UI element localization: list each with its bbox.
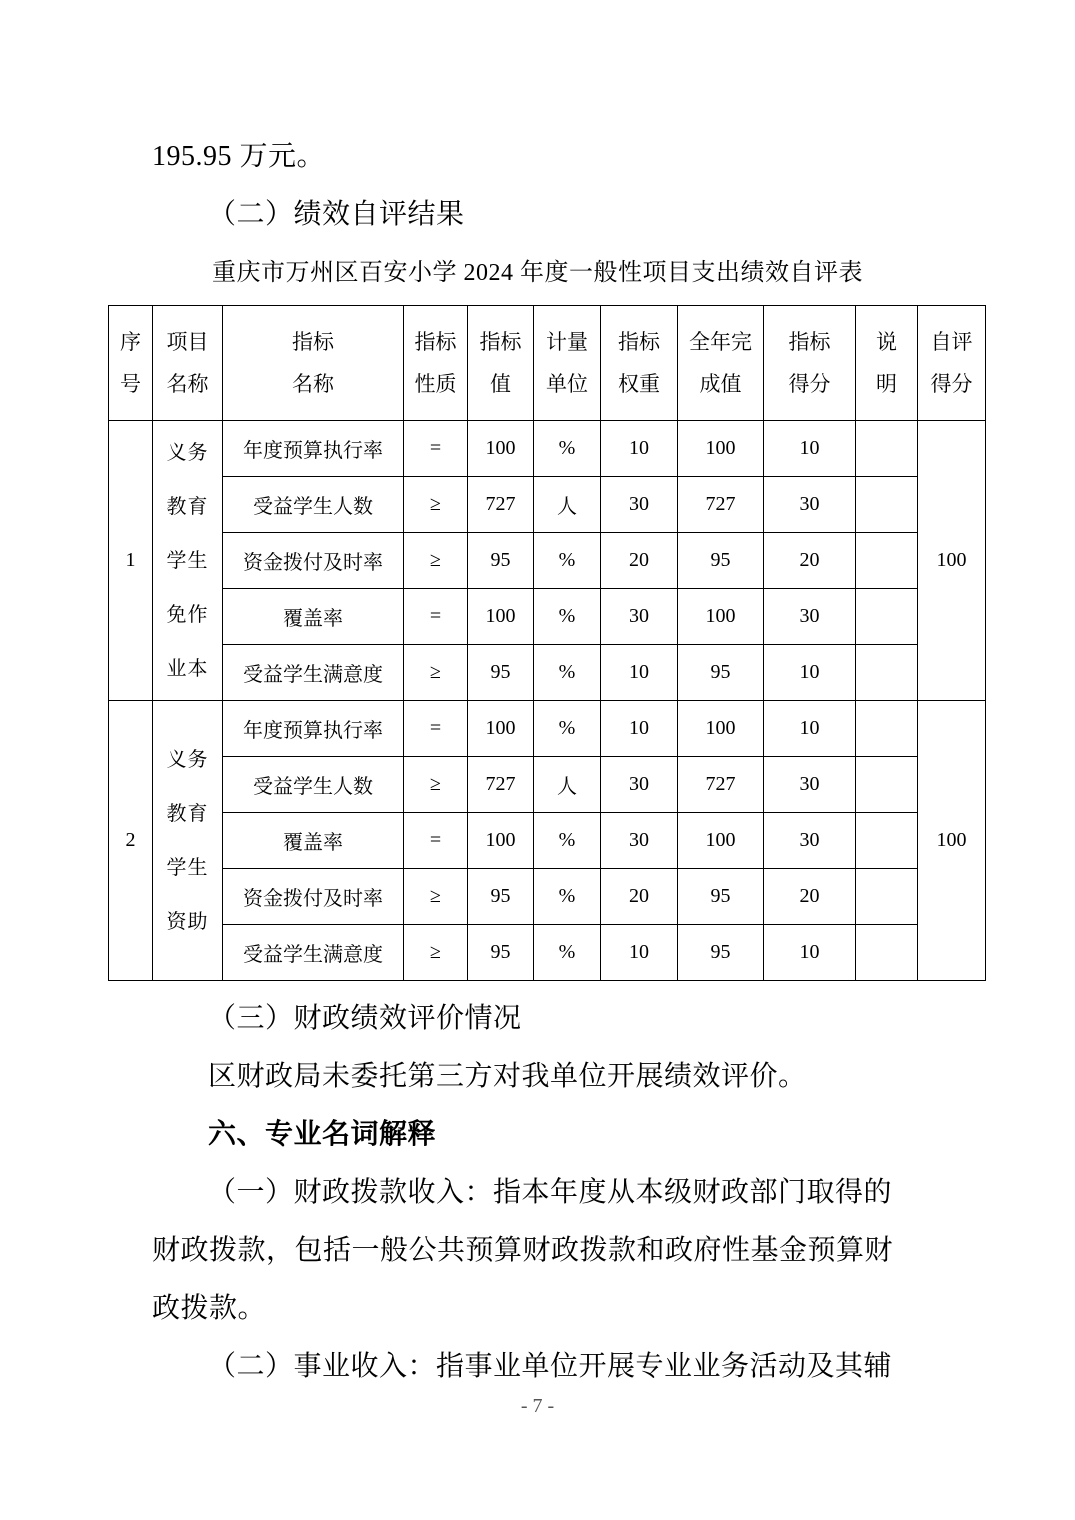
column-header-3 [404, 306, 468, 421]
column-header-2 [223, 306, 404, 421]
note-cell [856, 925, 918, 981]
indicator-score-cell: 20 [764, 869, 856, 925]
measurement-unit-cell: % [534, 421, 601, 477]
performance-self-evaluation-table [108, 305, 986, 981]
term-one-line1: （一）财政拨款收入：指本年度从本级财政部门取得的 [208, 1177, 893, 1208]
column-header-line1: 指标 [292, 330, 334, 354]
annual-completed-value-cell: 727 [678, 757, 764, 813]
indicator-name-cell: 覆盖率 [223, 813, 404, 869]
column-header-line1: 指标 [618, 330, 660, 354]
indicator-score-cell: 10 [764, 645, 856, 701]
table-row [109, 813, 986, 869]
indicator-nature-cell: = [404, 589, 468, 645]
column-header-line2: 明 [876, 372, 897, 396]
column-header-line1: 项目 [166, 330, 209, 354]
annual-completed-value-cell: 727 [678, 477, 764, 533]
section-b-heading: （二）绩效自评结果 [208, 199, 465, 230]
note-cell [856, 813, 918, 869]
indicator-score-cell: 10 [764, 701, 856, 757]
annual-completed-value-cell: 95 [678, 925, 764, 981]
table-row [109, 869, 986, 925]
indicator-nature-cell: = [404, 701, 468, 757]
table-row [109, 701, 986, 757]
measurement-unit-cell: % [534, 645, 601, 701]
opening-amount-line: 195.95 万元。 [152, 141, 326, 172]
column-header-line2: 名称 [292, 372, 334, 396]
indicator-name-cell: 年度预算执行率 [223, 421, 404, 477]
indicator-value-cell: 95 [468, 645, 534, 701]
indicator-name-cell: 受益学生满意度 [223, 925, 404, 981]
note-cell [856, 477, 918, 533]
page-number-footer: - 7 - [520, 1395, 555, 1417]
project-name-line: 学生 [166, 856, 209, 879]
self-evaluation-score-cell: 100 [918, 701, 986, 981]
project-name-cell [153, 421, 223, 701]
indicator-name-cell: 覆盖率 [223, 589, 404, 645]
note-cell [856, 645, 918, 701]
measurement-unit-cell: 人 [534, 757, 601, 813]
term-two-line1: （二）事业收入：指事业单位开展专业业务活动及其辅 [208, 1351, 893, 1382]
note-cell [856, 421, 918, 477]
table-row [109, 533, 986, 589]
indicator-nature-cell: ≥ [404, 757, 468, 813]
table-row [109, 589, 986, 645]
indicator-weight-cell: 10 [601, 701, 678, 757]
measurement-unit-cell: % [534, 533, 601, 589]
term-one-line2: 财政拨款，包括一般公共预算财政拨款和政府性基金预算财 [152, 1235, 894, 1266]
indicator-weight-cell: 30 [601, 813, 678, 869]
project-name-line: 学生 [166, 549, 209, 572]
project-name-line: 义务 [166, 441, 209, 464]
column-header-5 [534, 306, 601, 421]
indicator-value-cell: 100 [468, 813, 534, 869]
indicator-nature-cell: ≥ [404, 869, 468, 925]
measurement-unit-cell: % [534, 869, 601, 925]
column-header-7 [678, 306, 764, 421]
measurement-unit-cell: % [534, 589, 601, 645]
column-header-line2: 号 [120, 372, 141, 396]
indicator-score-cell: 10 [764, 925, 856, 981]
table-header-row [109, 306, 986, 421]
column-header-line2: 名称 [166, 372, 209, 396]
indicator-score-cell: 10 [764, 421, 856, 477]
indicator-score-cell: 20 [764, 533, 856, 589]
note-cell [856, 701, 918, 757]
indicator-name-cell: 受益学生人数 [223, 757, 404, 813]
table-body [109, 421, 986, 981]
column-header-4 [468, 306, 534, 421]
column-header-line2: 得分 [788, 372, 831, 396]
indicator-value-cell: 95 [468, 869, 534, 925]
section-c-heading: （三）财政绩效评价情况 [208, 1003, 522, 1034]
indicator-weight-cell: 30 [601, 477, 678, 533]
measurement-unit-cell: % [534, 813, 601, 869]
indicator-name-cell: 受益学生满意度 [223, 645, 404, 701]
project-name-line: 业本 [166, 657, 209, 680]
indicator-value-cell: 100 [468, 701, 534, 757]
top-text-block [152, 128, 942, 244]
note-cell [856, 869, 918, 925]
column-header-line2: 值 [490, 372, 511, 396]
column-header-line1: 指标 [479, 330, 522, 354]
column-header-1 [153, 306, 223, 421]
column-header-9 [856, 306, 918, 421]
measurement-unit-cell: % [534, 925, 601, 981]
indicator-score-cell: 30 [764, 477, 856, 533]
table-row [109, 477, 986, 533]
indicator-score-cell: 30 [764, 813, 856, 869]
column-header-0 [109, 306, 153, 421]
column-header-line1: 说 [876, 330, 897, 354]
table-title: 重庆市万州区百安小学 2024 年度一般性项目支出绩效自评表 [212, 260, 863, 286]
after-table-text-block [152, 990, 972, 1396]
table-row [109, 925, 986, 981]
indicator-value-cell: 727 [468, 757, 534, 813]
indicator-nature-cell: = [404, 421, 468, 477]
indicator-nature-cell: ≥ [404, 925, 468, 981]
indicator-value-cell: 95 [468, 925, 534, 981]
column-header-6 [601, 306, 678, 421]
note-cell [856, 589, 918, 645]
annual-completed-value-cell: 100 [678, 813, 764, 869]
project-name-line: 教育 [166, 495, 209, 518]
table-row [109, 757, 986, 813]
column-header-line1: 自评 [930, 330, 973, 354]
indicator-name-cell: 年度预算执行率 [223, 701, 404, 757]
self-evaluation-score-cell: 100 [918, 421, 986, 701]
annual-completed-value-cell: 95 [678, 869, 764, 925]
project-name-line: 教育 [166, 802, 209, 825]
indicator-weight-cell: 10 [601, 925, 678, 981]
column-header-line2: 得分 [930, 372, 973, 396]
indicator-weight-cell: 20 [601, 533, 678, 589]
section-six-heading: 六、专业名词解释 [208, 1119, 437, 1150]
indicator-name-cell: 资金拨付及时率 [223, 869, 404, 925]
measurement-unit-cell: % [534, 701, 601, 757]
column-header-line1: 计量 [546, 330, 588, 354]
indicator-value-cell: 100 [468, 589, 534, 645]
annual-completed-value-cell: 100 [678, 589, 764, 645]
column-header-line2: 权重 [618, 372, 660, 396]
column-header-10 [918, 306, 986, 421]
table-row [109, 645, 986, 701]
indicator-weight-cell: 30 [601, 589, 678, 645]
indicator-weight-cell: 30 [601, 757, 678, 813]
sequence-number-cell: 2 [109, 701, 153, 981]
annual-completed-value-cell: 95 [678, 533, 764, 589]
project-name-line: 义务 [166, 748, 209, 771]
indicator-score-cell: 30 [764, 757, 856, 813]
indicator-value-cell: 95 [468, 533, 534, 589]
note-cell [856, 533, 918, 589]
column-header-8 [764, 306, 856, 421]
annual-completed-value-cell: 95 [678, 645, 764, 701]
column-header-line2: 性质 [414, 372, 457, 396]
project-name-cell [153, 701, 223, 981]
indicator-value-cell: 727 [468, 477, 534, 533]
column-header-line2: 成值 [699, 372, 742, 396]
table-row [109, 421, 986, 477]
project-name-line: 资助 [166, 910, 209, 933]
sequence-number-cell: 1 [109, 421, 153, 701]
column-header-line1: 指标 [788, 330, 831, 354]
term-one-line3: 政拨款。 [152, 1293, 267, 1324]
annual-completed-value-cell: 100 [678, 701, 764, 757]
indicator-nature-cell: ≥ [404, 645, 468, 701]
indicator-name-cell: 受益学生人数 [223, 477, 404, 533]
indicator-weight-cell: 20 [601, 869, 678, 925]
indicator-weight-cell: 10 [601, 645, 678, 701]
column-header-line1: 序 [120, 330, 141, 354]
note-cell [856, 757, 918, 813]
indicator-weight-cell: 10 [601, 421, 678, 477]
column-header-line2: 单位 [546, 372, 588, 396]
indicator-nature-cell: ≥ [404, 533, 468, 589]
indicator-name-cell: 资金拨付及时率 [223, 533, 404, 589]
indicator-value-cell: 100 [468, 421, 534, 477]
annual-completed-value-cell: 100 [678, 421, 764, 477]
measurement-unit-cell: 人 [534, 477, 601, 533]
section-c-body: 区财政局未委托第三方对我单位开展绩效评价。 [208, 1061, 807, 1092]
column-header-line1: 指标 [414, 330, 457, 354]
indicator-nature-cell: ≥ [404, 477, 468, 533]
project-name-line: 免作 [166, 603, 209, 626]
column-header-line1: 全年完 [689, 330, 752, 354]
indicator-score-cell: 30 [764, 589, 856, 645]
indicator-nature-cell: = [404, 813, 468, 869]
